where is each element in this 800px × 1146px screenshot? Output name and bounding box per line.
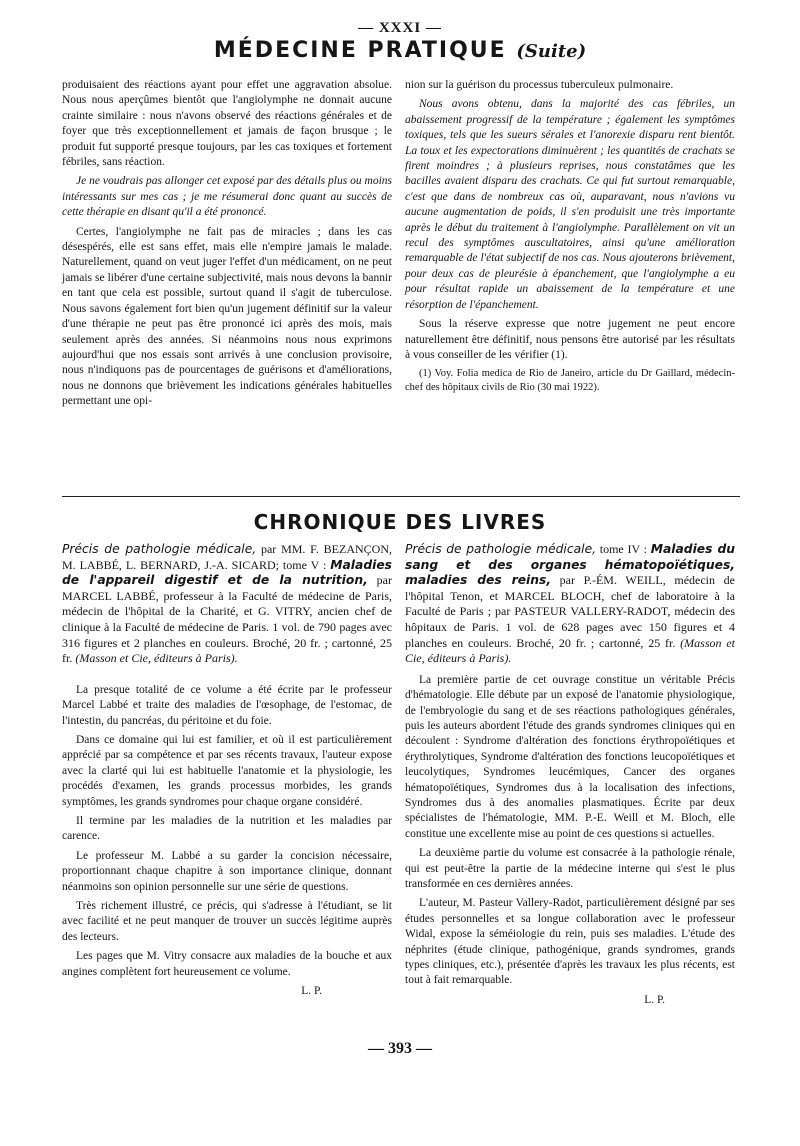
paragraph: La deuxième partie du volume est consacrée à la pathologie rénale, qui est peut-être la partie de la médecine interne qui s'est le plus transformée en ces dernières années. xyxy=(405,847,735,891)
paragraph: Nous avons obtenu, dans la majorité des cas fébriles, un abaissement progressif de la température ; également les symptômes toxiques, tels que les sueurs sérales et l'anorexie disparu rent bientôt. La toux et les expectorations diminuèrent ; les quantités de crachats se firent moindres ; à plusieurs reprises, nous constatâmes que les bacilles avaient disparu des crachats. Ce qui fut surtout remarquable, c'est que dans de nombreux cas où, auparavant, nous n'avions vu aucune augmentation de poids, il s'en produisit une très importante après le début du traitement à l'angiolymphe. Parallèlement on vit un recul des symptômes auscultatoires, ainsi qu'une amélioration remarquable de l'état subjectif de nos cas. Nous ajouterons brièvement, pour deux cas de pleurésie à épanchement, que l'angiolymphe a eu pour résultat rapide un abaissement de la température et une résorption de l'épanchement. xyxy=(405,98,735,311)
book-details: par MARCEL LABBÉ, professeur à la Faculté de médecine de Paris, médecin de l'hôpital de la Charité, et G. VITRY, ancien chef de clinique à la Faculté de médecine de Paris. 1 vol. de 790 pages avec 316 figures et 2 planches en couleurs. Broché, 20 fr. ; cartonné, 25 fr. xyxy=(62,573,393,666)
review-signature: L. P. xyxy=(301,985,322,998)
paragraph: Il termine par les maladies de la nutrition et les maladies par carence. xyxy=(62,815,392,843)
book-subtitle: Maladies de l'appareil digestif et de la nutrition, xyxy=(62,557,392,588)
paragraph: Sous la réserve expresse que notre jugement ne peut encore naturellement être définitif, nous pensons être autorisé par les résultats à vous conseiller de les vérifier (1). xyxy=(405,318,735,361)
paragraph: Dans ce domaine qui lui est familier, et où il est particulièrement apprécié par sa compétence et par ses récents travaux, l'auteur expose avec la clarté qui lui est habituelle l'anatomie et la physiologie, les procédés d'examen, les grands processus morbides, les grands symptômes, les grands syndromes pour chaque organe considéré. xyxy=(62,733,392,808)
paragraph: Les pages que M. Vitry consacre aux maladies de la bouche et aux angines complètent fort heureusement ce volume. xyxy=(62,950,392,978)
paragraph: Je ne voudrais pas allonger cet exposé par des détails plus ou moins intéressants sur mes cas ; je me résumerai donc quant au succès de cette thérapie en disant qu'il a été prononcé. xyxy=(62,175,392,219)
review-signature: L. P. xyxy=(644,993,665,1006)
book-citation-2 xyxy=(405,542,735,667)
page-number: — 393 — xyxy=(368,1040,432,1057)
book-publisher: (Masson et Cie, éditeurs à Paris). xyxy=(405,635,735,666)
section-divider xyxy=(62,496,740,497)
book-subtitle: Maladies du sang et des organes hématopoïétiques, maladies des reins, xyxy=(405,542,736,588)
book-details: par P.-ÉM. WEILL, médecin de l'hôpital Tenon, et MARCEL BLOCH, chef de laboratoire à la Faculté de Paris ; par PASTEUR VALLERY-RADOT, médecin des hôpitaux de Paris. 1 vol. de 628 pages avec 150 figures et 4 planches en couleurs. Broché, 20 fr. ; cartonné, 25 fr. xyxy=(405,573,735,650)
paragraph: L'auteur, M. Pasteur Vallery-Radot, particulièrement désigné par ses études personnelles et sa longue collaboration avec le professeur Widal, expose la séméiologie du rein, puis ses maladies. L'étude des néphrites (étude clinique, pathogénique, grands syndromes, grands types cliniques, etc.), présentée d'après les travaux les plus récents, est tout à fait remarquable. xyxy=(405,897,735,987)
chronique-right-column xyxy=(405,542,735,1008)
paragraph: produisaient des réactions ayant pour effet une aggravation absolue. Nous nous aperçûmes bientôt que l'angiolymphe ne donnait aucune crainte similaire : nous n'avons observé des réactions générales et de foyer que très exceptionnellement et jamais de façon brusque ; le produit fut supporté presque toujours, par les cas toxiques et fortement fébriles, sans réaction. xyxy=(62,79,392,169)
section-title xyxy=(0,38,800,63)
medecine-left-column xyxy=(62,78,392,414)
book-tome: tome IV : xyxy=(596,542,647,556)
section-title-text: MÉDECINE PRATIQUE xyxy=(213,38,507,63)
chronique-title: CHRONIQUE DES LIVRES xyxy=(253,510,547,534)
book-publisher: (Masson et Cie, éditeurs à Paris). xyxy=(72,651,238,666)
footnote: (1) Voy. Folia medica de Rio de Janeiro, article du Dr Gaillard, médecin-chef des hôpitaux civils de Rio (30 mai 1922). xyxy=(405,368,735,394)
book-title: Précis de pathologie médicale, xyxy=(405,542,597,556)
book-title: Précis de pathologie médicale, xyxy=(62,542,257,556)
paragraph: Très richement illustré, ce précis, qui s'adresse à l'étudiant, se lit avec facilité et ne peut manquer de trouver un succès légitime auprès des lecteurs. xyxy=(62,900,392,943)
paragraph: Certes, l'angiolymphe ne fait pas de miracles ; dans les cas désespérés, elle est sans effet, mais elle n'empire jamais le malade. Naturellement, quand on veut juger l'effet d'un médicament, on ne peut jamais se libérer d'une certaine subjectivité, mais nous devons la bannir en tant que cela est possible, surtout quand il s'agit de tuberculose. Nous savons également fort bien qu'un jugement définitif sur la valeur d'une thérapie ne peut pas être prononcé ici après des mois, mais seulement après des années. Si néanmoins nous nous exprimons aujourd'hui que nos essais sont arrivés à une conclusion provisoire, nous n'indiquons pas de pourcentages de guérisons et d'améliorations, nous ne donnons que brièvement les indications générales habituelles permettant une opi- xyxy=(62,225,392,408)
paragraph: La première partie de cet ouvrage constitue un véritable Précis d'hématologie. Elle débute par un exposé de l'anatomie physiologique, de l'embryologie du sang et de ses réactions pathologiques générales, puis les auteurs abordent l'étude des grands syndromes cliniques qui en découlent : Syndrome d'altération des fonctions érythropoïétiques et érythrolytiques, Syndrome d'altération des fonctions leucopoïétiques et leucolytiques, Syndromes leucémiques, Cancer des organes hématopoïétiques, Syndromes dus à la localisation des infections, Syndromes dus à des anomalies plasmatiques. Écrite par deux spécialistes de l'hématologie, MM. P.-E. Weill et M. Bloch, elle constitue une excellente mise au point de ces questions si actuelles. xyxy=(405,673,735,840)
book-citation-1 xyxy=(62,542,392,667)
chronique-left-column xyxy=(62,542,392,999)
section-title-suite: (Suite) xyxy=(516,41,587,62)
paragraph: Le professeur M. Labbé a su garder la concision nécessaire, proportionnant chaque chapitre à son importance clinique, donnant néanmoins son opinion personnelle sur une série de questions. xyxy=(62,849,392,893)
paragraph: La presque totalité de ce volume a été écrite par le professeur Marcel Labbé et traite des maladies de l'œsophage, de l'estomac, de l'intestin, du pancréas, du péritoine et du foie. xyxy=(62,683,392,727)
medecine-right-column xyxy=(405,78,735,395)
book-authors: par MM. F. BEZANÇON, M. LABBÉ, L. BERNARD, J.-A. SICARD; tome V : xyxy=(62,542,392,572)
paragraph: nion sur la guérison du processus tuberculeux pulmonaire. xyxy=(405,79,674,91)
roman-page-number: — XXXI — xyxy=(358,20,442,36)
